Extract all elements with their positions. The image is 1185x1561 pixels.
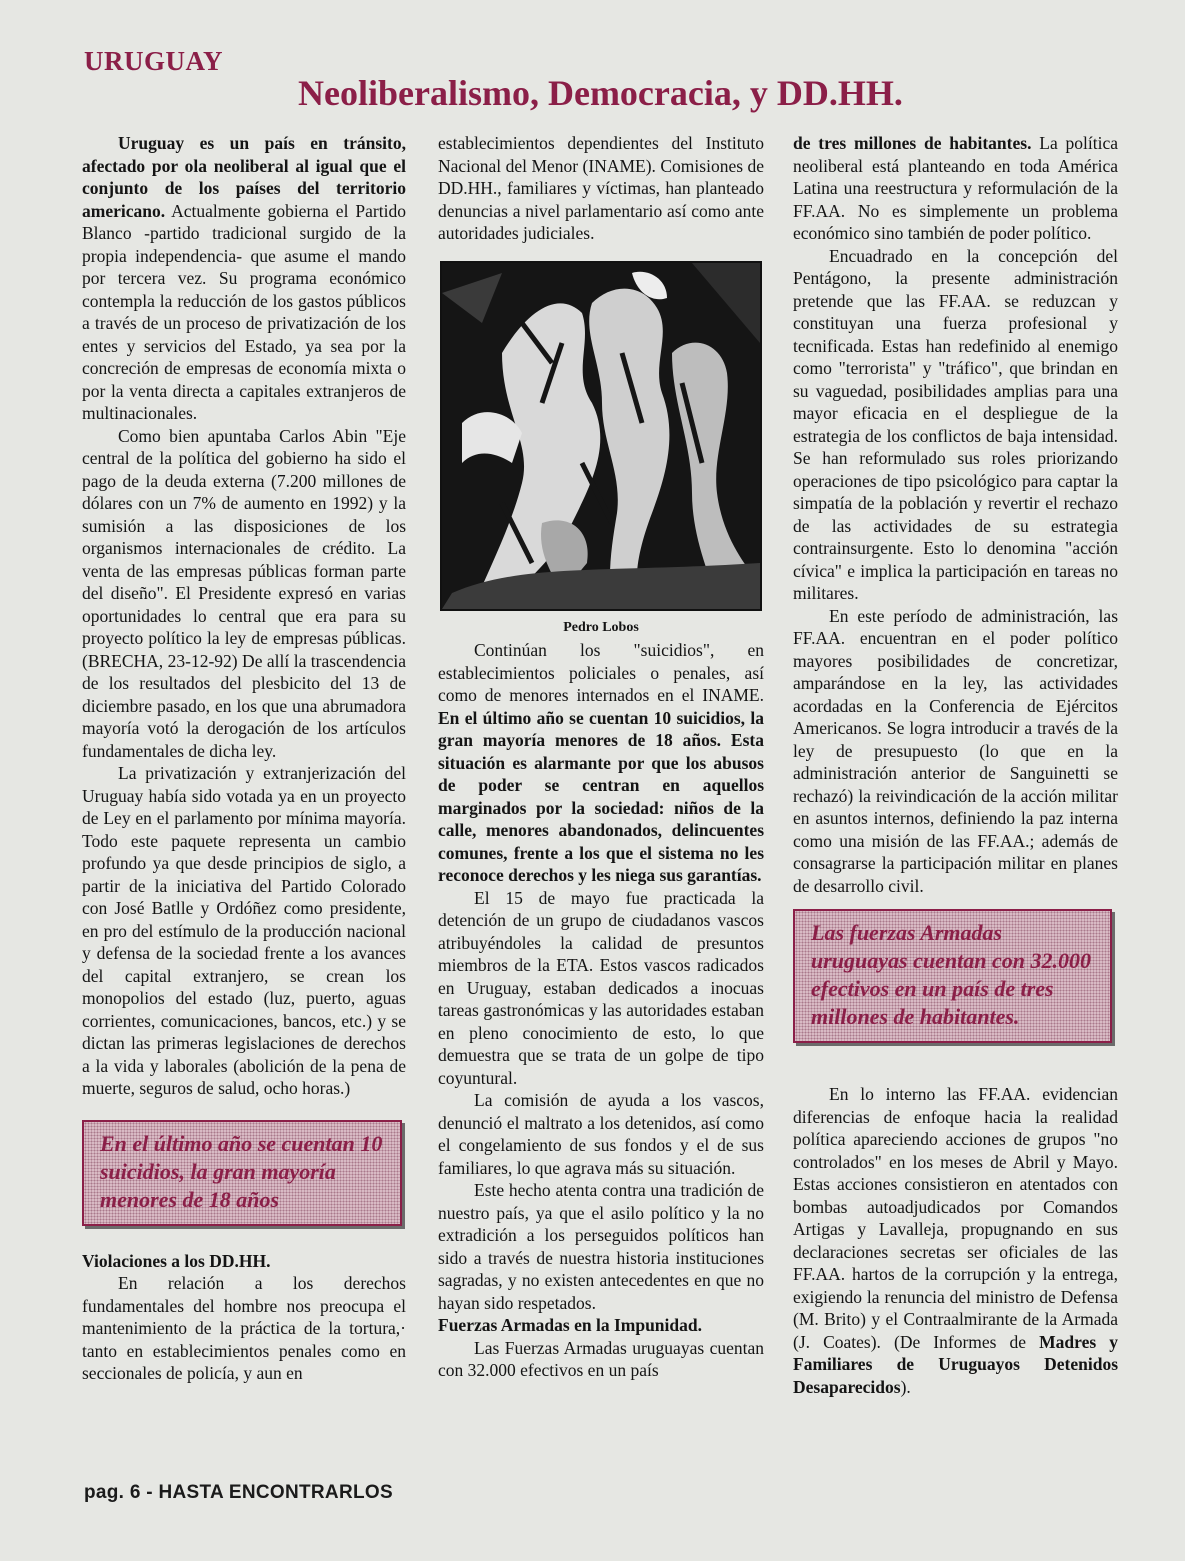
paragraph: La privatización y extranjerización del Uruguay había sido votada ya en un proyecto de Ley en el parlamento por mínima mayoría. Todo este paquete representa un cambio profundo ya que desde principios de siglo, a partir de la iniciativa del Partido Colorado con José Batlle y Ordóñez como presidente, en pro del estímulo de la producción nacional y defensa de la sociedad frente a los avances del capital extranjero, se crean los monopolios del estado (luz, puerto, aguas corrientes, comunicaciones, bancos, etc.) y se dictan las primeras legislaciones de derechos a la vida y laborales (abolición de la pena de muerte, seguros de salud, ocho horas.): [82, 763, 406, 1098]
paragraph: [438, 639, 764, 887]
paragraph: [82, 132, 406, 425]
pull-quote: Las fuerzas Armadas uruguayas cuentan con 32.000 efectivos en un país de tres millones de habitantes.: [793, 909, 1112, 1043]
paragraph: [793, 1083, 1118, 1398]
column-3: [793, 132, 1118, 1398]
woodcut-illustration: [440, 261, 762, 611]
paragraph: Este hecho atenta contra una tradición de nuestro país, ya que el asilo político y la no extradición a los perseguidos políticos han sido a través de nuestra historia instituciones sagradas, y no existen antecedentes en que no hayan sido respetados.: [438, 1180, 764, 1313]
paragraph: En este período de administración, las FF.AA. encuentran en el poder político mayores posibilidades de concretizar, amparándose en la ley, las actividades acordadas en la Conferencia de Ejércitos Americanos. Se logra introducir a través de la ley de presupuesto (lo que en la administración anterior de Sanguinetti se rechazó) la reivindicación de la acción militar en asuntos internos, definiendo la paz interna como una misión de las FF.AA.; además de consagrarse la participación militar en planes de desarrollo civil.: [793, 605, 1118, 896]
pull-quote: En el último año se cuentan 10 suicidios, la gran mayoría menores de 18 años: [82, 1120, 402, 1226]
paragraph: En relación a los derechos fundamentales del hombre nos preocupa el mantenimiento de la práctica de la tortura,· tanto en establecimientos penales como en seccionales de policía, y aun en: [82, 1273, 406, 1383]
bold-text: En el último año se cuentan 10 suicidios, la gran mayoría menores de 18 años. Esta situación es alarmante por que los abusos de poder se centran en aquellos marginados por la sociedad: niños de la calle, menores abandonados, delincuentes comunes, frente a los que el sistema no les reconoce derechos y les niega sus garantías.: [438, 707, 764, 885]
figures-artwork: [442, 263, 760, 609]
text: ).: [900, 1376, 911, 1397]
bold-lead: Uruguay es un país en tránsito, afectado por ola neoliberal al igual que el conjunto de los países del territorio americano.: [82, 133, 406, 221]
text: En lo interno las FF.AA. evidencian diferencias de enfoque hacia la realidad política apareciendo acciones de grupos "no controlados" en los meses de Abril y Mayo. Estas acciones consistieron en atentados con bombas autoadjudicados por Comandos Artigas y Lavalleja, propugnando en sus declaraciones secretas ser oficiales de las FF.AA. hartos de la corrupción y la entrega, exigiendo la renuncia del ministro de Defensa (M. Brito) y el Contraalmirante de la Armada (J. Coates). (De Informes de: [793, 1084, 1118, 1352]
subheading: Fuerzas Armadas en la Impunidad.: [438, 1315, 702, 1335]
paragraph: [793, 132, 1118, 245]
bold-text: Madres y Familiares de Uruguayos Detenidos Desaparecidos: [793, 1331, 1118, 1397]
article-title: Neoliberalismo, Democracia, y DD.HH.: [298, 73, 903, 113]
paragraph: Encuadrado en la concepción del Pentágono, la presente administración pretende que las FF.AA. se reduzcan y constituyan una fuerza profesional y tecnificada. Estas han redefinido al enemigo como "terrorista" y "tráfico", que brindan en su vaguedad, posibilidades amplias para una mayor eficacia en el despliegue de la estrategia de los conflictos de baja intensidad. Se han reformulado sus roles priorizando operaciones de tipo psicológico para captar la simpatía de la población y revertir el rechazo de las actividades de su estrategia contrainsurgente. Esto lo denomina "acción cívica" e implica la participación en tareas no militares.: [793, 245, 1118, 603]
column-1: [82, 132, 406, 1385]
subheading: Violaciones a los DD.HH.: [82, 1250, 271, 1271]
paragraph: Como bien apuntaba Carlos Abin "Eje central de la política del gobierno ha sido el pago de la deuda externa (7.200 millones de dólares con un 7% de aumento en 1992) y la sumisión a las disposiciones de los organismos internacionales de crédito. La venta de las empresas públicas forman parte del diseño". El Presidente expresó en varias oportunidades lo central que era para su proyecto político la ley de empresas públicas. (BRECHA, 23-12-92) De allí la trascendencia de los resultados del plesbicito del 13 de diciembre pasado, en los que una abrumadora mayoría votó la derogación de los artículos fundamentales de dicha ley.: [82, 425, 406, 761]
image-caption: Pedro Lobos: [563, 619, 639, 635]
section-label: URUGUAY: [84, 46, 224, 76]
text: Actualmente gobierna el Partido Blanco -partido tradicional surgido de la propia independencia- que asume el mando por tercera vez. Su programa económico contempla la reducción de los gastos públicos a través de un proceso de privatización de los entes y servicios del Estado, ya sea por la concreción de empresas de economía mixta o por la venta directa a capitales extranjeros de multinacionales.: [82, 200, 406, 423]
text: Continúan los "suicidios", en establecimientos policiales o penales, así como de menores internados en el INAME.: [438, 640, 764, 705]
page-footer: pag. 6 - HASTA ENCONTRARLOS: [84, 1482, 393, 1503]
column-2: [438, 132, 764, 1382]
paragraph: Las Fuerzas Armadas uruguayas cuentan con 32.000 efectivos en un país: [438, 1337, 764, 1380]
text: La política neoliberal está planteando en toda América Latina una reestructura y reformulación de la FF.AA. No es simplemente un problema económico sino también de poder político.: [793, 133, 1118, 243]
bold-lead: de tres millones de habitantes.: [793, 133, 1032, 153]
paragraph: El 15 de mayo fue practicada la detención de un grupo de ciudadanos vascos atribuyéndoles la calidad de presuntos miembros de la ETA. Estos vascos radicados en Uruguay, estaban dedicados a inocuas tareas gastronómicas y las autoridades estaban en pleno conocimiento de esto, lo que demuestra que se trata de un golpe de tipo coyuntural.: [438, 887, 764, 1088]
paragraph: La comisión de ayuda a los vascos, denunció el maltrato a los detenidos, así como el congelamiento de sus fondos y el de sus familiares, lo que agrava más su situación.: [438, 1090, 764, 1178]
paragraph: establecimientos dependientes del Instituto Nacional del Menor (INAME). Comisiones de DD.HH., familiares y víctimas, han planteado denuncias a nivel parlamentario así como ante autoridades judiciales.: [438, 133, 764, 243]
